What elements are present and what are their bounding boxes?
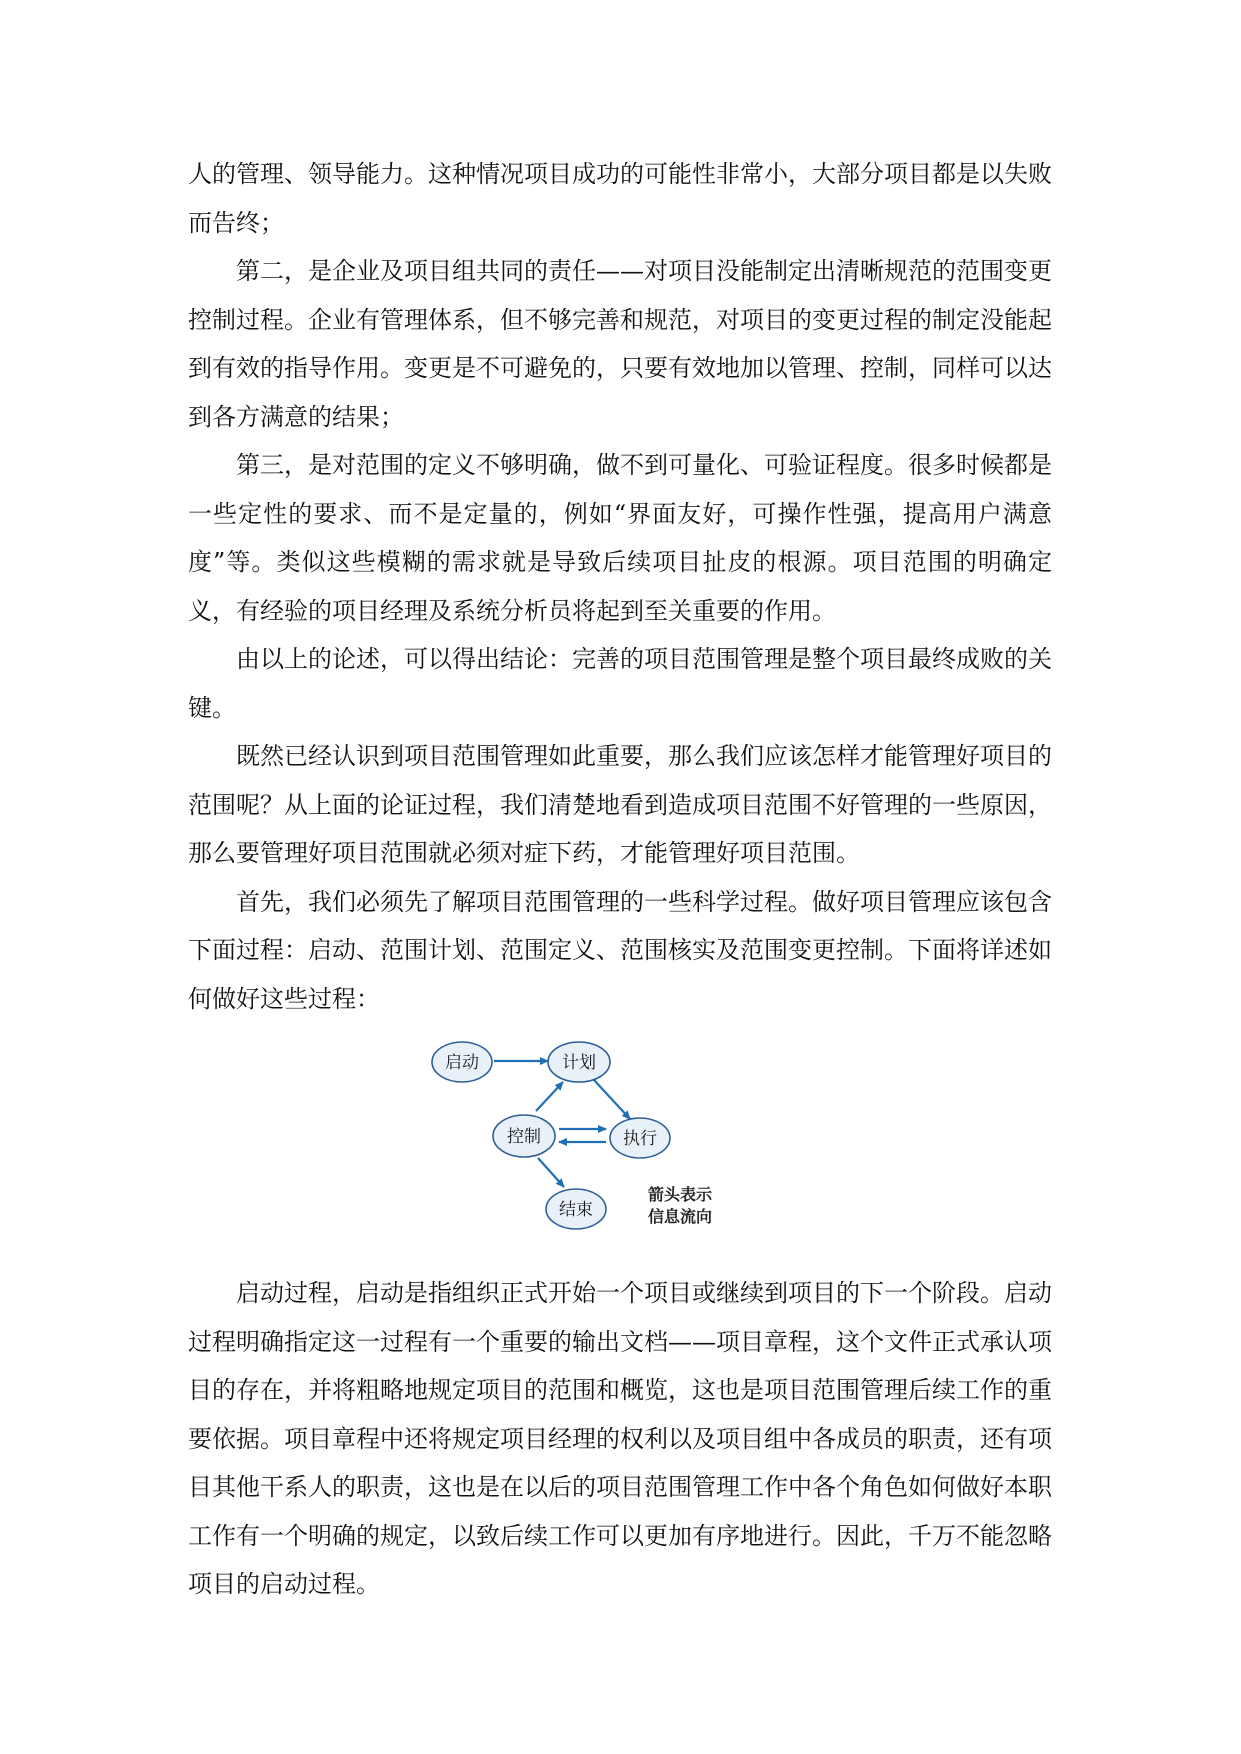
arrow-control-to-plan [536, 1082, 563, 1111]
node-plan-label: 计划 [562, 1053, 596, 1073]
node-start-label: 启动 [445, 1053, 479, 1073]
paragraph-5: 既然已经认识到项目范围管理如此重要，那么我们应该怎样才能管理好项目的范围呢？从上面的论证过程，我们清楚地看到造成项目范围不好管理的一些原因，那么要管理好项目范围就必须对症下药，才能管理好项目范围。 [188, 742, 1052, 867]
paragraph-6: 首先，我们必须先了解项目范围管理的一些科学过程。做好项目管理应该包含下面过程：启动、范围计划、范围定义、范围核实及范围变更控制。下面将详述如何做好这些过程： [188, 887, 1052, 1013]
node-start [432, 1042, 492, 1082]
arrow-control-to-end [538, 1158, 564, 1187]
node-control-label: 控制 [507, 1127, 541, 1147]
paragraph-2: 第二，是企业及项目组共同的责任——对项目没能制定出清晰规范的范围变更控制过程。企业有管理体系，但不够完善和规范，对项目的变更过程的制定没能起到有效的指导作用。变更是不可避免的，只要有效地加以管理、控制，同样可以达到各方满意的结果； [188, 257, 1052, 431]
process-flow-diagram [188, 1023, 1052, 1269]
document-page [188, 150, 1052, 1609]
node-end [546, 1189, 606, 1229]
legend-line-2: 信息流向 [648, 1207, 713, 1226]
node-execute-label: 执行 [623, 1129, 657, 1149]
node-end-label: 结束 [559, 1200, 593, 1220]
node-control [493, 1115, 555, 1157]
paragraph-7: 启动过程，启动是指组织正式开始一个项目或继续到项目的下一个阶段。启动过程明确指定这一过程有一个重要的输出文档——项目章程，这个文件正式承认项目的存在，并将粗略地规定项目的范围和概览，这也是项目范围管理后续工作的重要依据。项目章程中还将规定项目经理的权利以及项目组中各成员的职责，还有项目其他干系人的职责，这也是在以后的项目范围管理工作中各个角色如何做好本职工作有一个明确的规定，以致后续工作可以更加有序地进行。因此，千万不能忽略项目的启动过程。 [188, 1279, 1052, 1598]
node-execute [610, 1118, 670, 1158]
legend-line-1: 箭头表示 [648, 1185, 713, 1204]
paragraph-1: 人的管理、领导能力。这种情况项目成功的可能性非常小，大部分项目都是以失败而告终； [188, 160, 1052, 237]
arrow-plan-to-execute [594, 1080, 630, 1119]
paragraph-3: 第三，是对范围的定义不够明确，做不到可量化、可验证程度。很多时候都是一些定性的要求、而不是定量的，例如“界面友好，可操作性强，提高用户满意度”等。类似这些模糊的需求就是导致后续项目扯皮的根源。项目范围的明确定义，有经验的项目经理及系统分析员将起到至关重要的作用。 [188, 451, 1052, 625]
node-plan [548, 1042, 610, 1082]
diagram-canvas [188, 1023, 1052, 1269]
paragraph-4: 由以上的论述，可以得出结论：完善的项目范围管理是整个项目最终成败的关键。 [188, 645, 1052, 722]
